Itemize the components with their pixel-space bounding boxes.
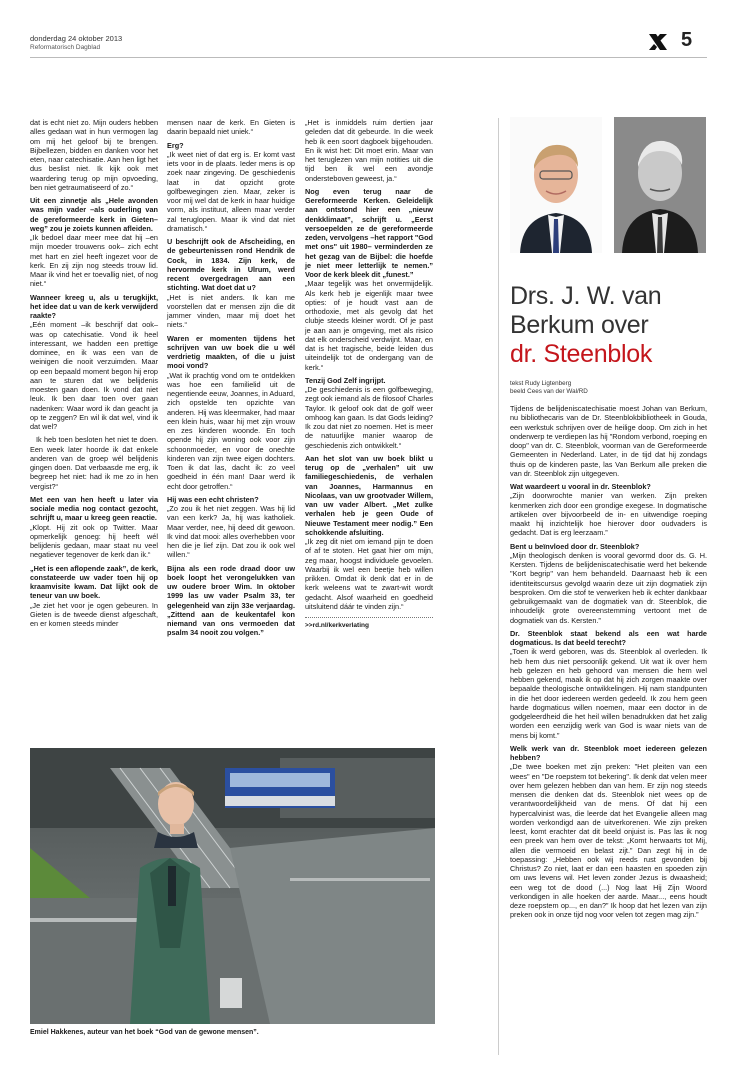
interview-question: Aan het slot van uw boek blikt u terug op de „verhalen” uit uw familiegeschiedenis, de verhalen van Joannes, Harmannus en Nicolaas, van uw grootvader Willem, van uw vader Albert. „Met zulke verhalen heb je geen Oude of Nieuwe Testament meer nodig.” Een schokkende afsluiting.	[305, 453, 433, 537]
interview-question: Bent u beïnvloed door dr. Steenblok?	[510, 541, 640, 551]
interview-question: Met een van hen heeft u later via sociale media nog contact gezocht, schrijft u, maar u kreeg geen reactie.	[30, 494, 158, 523]
interview-question: Hij was een echt christen?	[167, 494, 259, 504]
title-line-3: dr. Steenblok	[510, 340, 653, 368]
paragraph: „Eén moment –ik beschrijf dat ook– was op catechisatie. Vond ik heel interessant, we hadden een prettige dominee, en ik was een van de weinigen die nooit verzuimden. Maar op een bepaald moment begon hij erop aan te sturen dat we belijdenis moesten gaan doen. Ik vond dat niet leuk. Ik ben daar toen over gaan nadenken: Waar word ik dan geacht ja op te zeggen? En wil ik dat wel, vind ik dat wel?	[30, 320, 158, 431]
title-line-2: Berkum over	[510, 311, 649, 339]
interview-question: Erg?	[167, 140, 184, 150]
interview-question: „Het is een aflopende zaak”, de kerk, constateerde uw vader toen hij op kraamvisite kwam. Dat lijkt ook de teneur van uw boek.	[30, 563, 158, 601]
paragraph: „Wat ik prachtig vond om te ontdekken was hoe een familielid uit de negentiende eeuw, Joannes, in Aduard, zich opstelde ten opzichte van anderen. Hij was kleermaker, had maar een klein huis, waar hij met zijn vrouw en zes kinderen woonde. En toch opende hij zijn woning ook voor zijn schoonmoeder, en voor de onechte kinderen van zijn twee eigen dochters. Toen ik dat las, dacht ik: zo veel goedheid in één man! Daar werd ik echt door getroffen.“	[167, 370, 295, 491]
newspaper-name: Reformatorisch Dagblad	[30, 44, 101, 51]
header-rule	[30, 57, 707, 58]
sidebar-title	[510, 282, 710, 369]
interview-question: Bijna als een rode draad door uw boek loopt het verongelukken van uw oudere broer Wim. In oktober 1999 las uw vader Psalm 33, ter gelegenheid van zijn 33e verjaardag. „Zittend aan de keukentafel kon niemand van ons vermoeden dat psalm 34 nooit zou volgen.”	[167, 563, 295, 638]
interview-question: Wanneer kreeg u, als u terugkijkt, het idee dat u van de kerk verwijderd raakte?	[30, 292, 158, 320]
paragraph: „Zo zou ik het niet zeggen. Was hij lid van een kerk? Ja, hij was katholiek. Maar verder, nee, hij deed dit gewoon. Ik vind dat mooi: alles overhebben voor hen die je lief zijn. Dat zou ik ook wel willen.“	[167, 504, 295, 560]
article-column-2	[167, 118, 295, 638]
interview-question: U beschrijft ook de Afscheiding, en de gebeurtenissen rond Hendrik de Cock, in 1834. Zijn kerk, de hervormde kerk in Ulrum, werd recent overgedragen aan een stichting. Wat doet dat u?	[167, 237, 295, 293]
interview-question: Nog even terug naar de Gereformeerde Kerken. Geleidelijk aan ontstond hier een „nieuw denkklimaat”, schrijft u. „Eerst versoepelden ze de gereformeerde zeden, vervolgens –het rapport "God met ons" uit 1980– verminderden ze het gezag van de Bijbel: die hoefde je niet meer letterlijk te nemen.” Voor de kerk bleek dit „funest.”	[305, 186, 433, 279]
byline-photo: beeld Cees van der Wal/RD	[510, 388, 588, 395]
paragraph: „Je ziet het voor je ogen gebeuren. In Gieten is de tweede dienst afgeschaft, en er komen steeds minder	[30, 600, 158, 628]
paragraph: „Ik weet niet of dat erg is. Er komt vast iets voor in de plaats. Ieder mens is op zoek naar zingeving. De geschiedenis laat in dat opzicht grote golfbewegingen zien. Maar, zeker is voor mij wel dat de kerk in haar huidige vorm, als instituut, alleen maar verder zal teruglopen. Maar ik vind dat niet dramatisch.“	[167, 149, 295, 233]
web-link[interactable]: >>rd.nl/kerkverlating	[305, 622, 369, 629]
sidebar-body	[510, 404, 707, 924]
paragraph: „Toen ik werd geboren, was ds. Steenblok al overleden. Ik heb hem dus niet persoonlijk gekend. Uit wat ik over hem heb gelezen en heb gehoord van mensen die hem wel hebben gekend, maak ik op dat hij zich zorgen maakte over bepaalde theologische ontwikkelingen. Hij nam standpunten in die het door iedereen werden gedeeld. Ik zou hem geen harde dogmaticus willen noemen, maar een doctor in de godgeleerdheid die het heil willen benadrukken dat het zalig worden een eenzijdig werk van God is waar niets van de mens bij komt.”	[510, 647, 707, 740]
paragraph: „Klopt. Hij zit ook op Twitter. Maar opmerkelijk genoeg: hij heeft wél belijdenis gedaan, maar staat nu veel negatiever tegenover de kerk dan ik.“	[30, 522, 158, 560]
article-column-3	[305, 118, 433, 630]
byline-text: tekst Rudy Ligtenberg	[510, 380, 572, 387]
footnote-divider	[305, 617, 433, 618]
paragraph: „Het is niet anders. Ik kan me voorstellen dat er mensen zijn die dit jammer vinden, maar mij doet het niets.“	[167, 292, 295, 330]
paragraph: „Ik zeg dit niet om iemand pijn te doen of af te stoten. Het gaat hier om mijn, zeg maar, hoogst individuele gevoelen. Waarbij ik wel een beetje heb willen prikken. Omdat ik denk dat er in de kerk weleens wat te zwart-wit wordt gedacht. Alsof waarheid en goedheid uitsluitend dáár te vinden zijn.“	[305, 537, 433, 611]
paragraph: „De geschiedenis is een golfbeweging, zegt ook iemand als de filosoof Charles Taylor. Ik geloof ook dat de golf weer omhoog kan gaan. Is dat Gods leiding? Ik zou dat niet zo noemen. Het is meer de natuurlijke manier waarop de geschiedenis zich ontwikkelt.“	[305, 385, 433, 450]
page-number: 5	[681, 29, 693, 51]
portrait-steenblok	[614, 117, 706, 253]
interview-question: Uit een zinnetje als „Hele avonden was mijn vader –als ouderling van de gereformeerde kerk in Gieten– weg” zou je zoiets kunnen afleiden.	[30, 196, 158, 233]
interview-question: Tenzij God Zelf ingrijpt.	[305, 375, 386, 385]
rd-x-logo-icon	[647, 30, 669, 52]
column-divider	[498, 118, 499, 1055]
paragraph: „De twee boeken met zijn preken: "Het pleiten van een wees" en "De roepstem tot bekering". Ik denk dat velen meer over hem gelezen hebben dan van hem. Er zijn nog steeds mensen die denken dat ds. Steenblok niet wees op de verantwoordelijkheid van de mens. Of dat hij een hypercalvinist was, die leerde dat het Evangelie alleen mag worden verkondigd aan de uitverkorenen. Wie zijn preken leest, komt erachter dat dit beeld onjuist is. Pas las ik nog een preek van hem over de tekst: „Komt herwaarts tot Mij, allen die vermoeid en belast zijt.” Dan zegt hij in de toepassing: „Hebben ook wij reeds rust gevonden bij Christus? Zo niet, laat er dan een haasten en spoeden zijn om uws levens wil. Het leven zonder Jezus is dwaasheid; een weg tot de dood (...) Nog laat Hij Zijn Woord verkondigen in alle hoeken der aarde. Maar..., eens houdt deze roepstem op..., en dan?” Ik hoop dat het lezen van zijn preken ook in onze tijd nog voor velen tot zegen mag zijn.”	[510, 762, 707, 920]
interview-question: Dr. Steenblok staat bekend als een wat harde dogmaticus. Is dat beeld terecht?	[510, 628, 707, 647]
issue-date: donderdag 24 oktober 2013	[30, 34, 123, 43]
interview-question: Waren er momenten tijdens het schrijven van uw boek die u wél verdrietig maakten, of die u juist mooi vond?	[167, 333, 295, 371]
byline	[510, 380, 588, 396]
paragraph: „Het is inmiddels ruim dertien jaar geleden dat dit gebeurde. In die week heb ik een soort dagboek bijgehouden. En ik wist het: Dit moet erin. Maar van het teruglezen van mijn notities uit die tijd ben ik wel een avondje ondersteboven geweest, ja.“	[305, 118, 433, 183]
paragraph: „Maar tegelijk was het onvermijdelijk. Als kerk heb je eigenlijk maar twee opties: of je houdt vast aan de orthodoxie, met als gevolg dat het clubje steeds kleiner wordt. Of je past je aan aan je omgeving, met als risico dat elk onderscheid verdwijnt. Maar, en dat is het tragische, beide leiden dus uiteindelijk tot de ondergang van de kerk.“	[305, 279, 433, 372]
paragraph: Ik heb toen besloten het niet te doen. Een week later hoorde ik dat enkele anderen van de groep wél belijdenis gingen doen. Dat verbaasde me erg, ik begreep het niet: had ik me zo in hen vergist?“	[30, 435, 158, 491]
interview-question: Wat waardeert u vooral in dr. Steenblok?	[510, 482, 651, 491]
article-column-1	[30, 118, 158, 632]
paragraph: mensen naar de kerk. En Gieten is daarin bepaald niet uniek.“	[167, 118, 295, 137]
portrait-van-berkum	[510, 117, 602, 253]
author-photo	[30, 748, 435, 1024]
paragraph: dat is echt niet zo. Mijn ouders hebben alles gedaan wat in hun vermogen lag om mij het geloof bij te brengen. Bijbellezen, bidden en danken voor het eten, naar catechisatie. Aan hen ligt het dus beslist niet. Ik kijk ook met waardering terug op mijn opvoeding, ben niet getraumatiseerd of zo.“	[30, 118, 158, 192]
paragraph: „Ik bedoel daar meer mee dat hij –en mijn moeder trouwens ook– zich echt met hart en ziel heeft ingezet voor de kerk. En zij zijn nog steeds trouw lid. Maar ik vind het er toevallig niet, of nog niet.“	[30, 233, 158, 289]
title-line-1: Drs. J. W. van	[510, 282, 662, 310]
paragraph: „Mijn theologisch denken is vooral gevormd door ds. G. H. Kersten. Tijdens de belijdeniscatechisatie werd het bekende "Kort begrip" van hem behandeld. Daarnaast heb ik een identiteitscursus gevolgd waarin deze uit zijn dogmatiek zijn besproken. Om die stof te verwerken heb ik echter dankbaar gebruikgemaakt van de dogmatiek van dr. Steenblok, die inhoudelijk grote overeenstemming vertoont met de dogmatiek van ds. Kersten.”	[510, 550, 707, 625]
paragraph: Tijdens de belijdeniscatechisatie moest Johan van Berkum, nu bibliothecaris van de Dr. Steenblokbibliotheek in Gouda, een werkstuk schrijven over de heilige doop. Om zich in het onderwerp te verdiepen las hij "Rondom verbond, roeping en doop" van dr. C. Steenblok, voorman van de Gereformeerde Gemeenten in Nederland. Later, in de tijd dat hij zondags thuis op de kinderen paste, las Van Berkum alle preken die van dr. Steenblok zijn uitgegeven.	[510, 404, 707, 478]
paragraph: „Zijn doorwrochte manier van werken. Zijn preken kenmerken zich door een grondige exegese. In dogmatische artikelen over bijvoorbeeld de in- en uitwendige roeping maakt hij inzichtelijk hoe hierover door oudvaders is gedacht. Dat is erg leerzaam.”	[510, 491, 707, 538]
photo-caption: Emiel Hakkenes, auteur van het boek “God van de gewone mensen”.	[30, 1029, 259, 1036]
interview-question: Welk werk van dr. Steenblok moet iedereen gelezen hebben?	[510, 743, 707, 762]
